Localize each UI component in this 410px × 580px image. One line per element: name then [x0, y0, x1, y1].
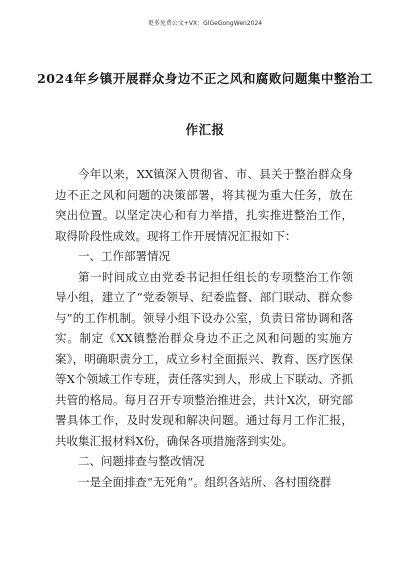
intro-paragraph: 今年以来，XX镇深入贯彻省、市、县关于整治群众身边不正之风和问题的决策部署，将其视为重大任务，放在突出位置。以坚定决心和有力举措，扎实推进整治工作，取得阶段性成效。现将工作开展情况汇报如下：	[55, 167, 353, 243]
work-deployment-paragraph: 第一时间成立由党委书记担任组长的专项整治工作领导小组，建立了“党委领导、纪委监督、部门联动、群众参与”的工作机制。领导小组下设办公室，负责日常协调和落实。制定《XX镇整治群众身边不正之风和问题的实施方案》，明确职责分工，成立乡村全面振兴、教育、医疗医保等X个领域工作专班，责任落实到人，形成上下联动、齐抓共管的格局。每月召开专项整治推进会，共计X次，研究部署具体工作，及时发现和解决问题。通过每月工作汇报，共收集汇报材料X份，确保各项措施落到实处。	[55, 269, 353, 448]
document-title-line-1: 2024年乡镇开展群众身边不正之风和腐败问题集中整治工	[37, 71, 373, 86]
document-title-line-2: 作汇报	[185, 122, 225, 137]
section-heading-2: 二、问题排查与整改情况	[78, 454, 205, 468]
investigation-paragraph: 一是全面排查“无死角”。组织各站所、各村围绕群	[78, 474, 332, 489]
document-body	[55, 164, 353, 492]
section-heading-1: 一、工作部署情况	[78, 249, 170, 263]
watermark-text: 更多免费公文+VX：GlGeGongWen2024	[147, 20, 263, 27]
